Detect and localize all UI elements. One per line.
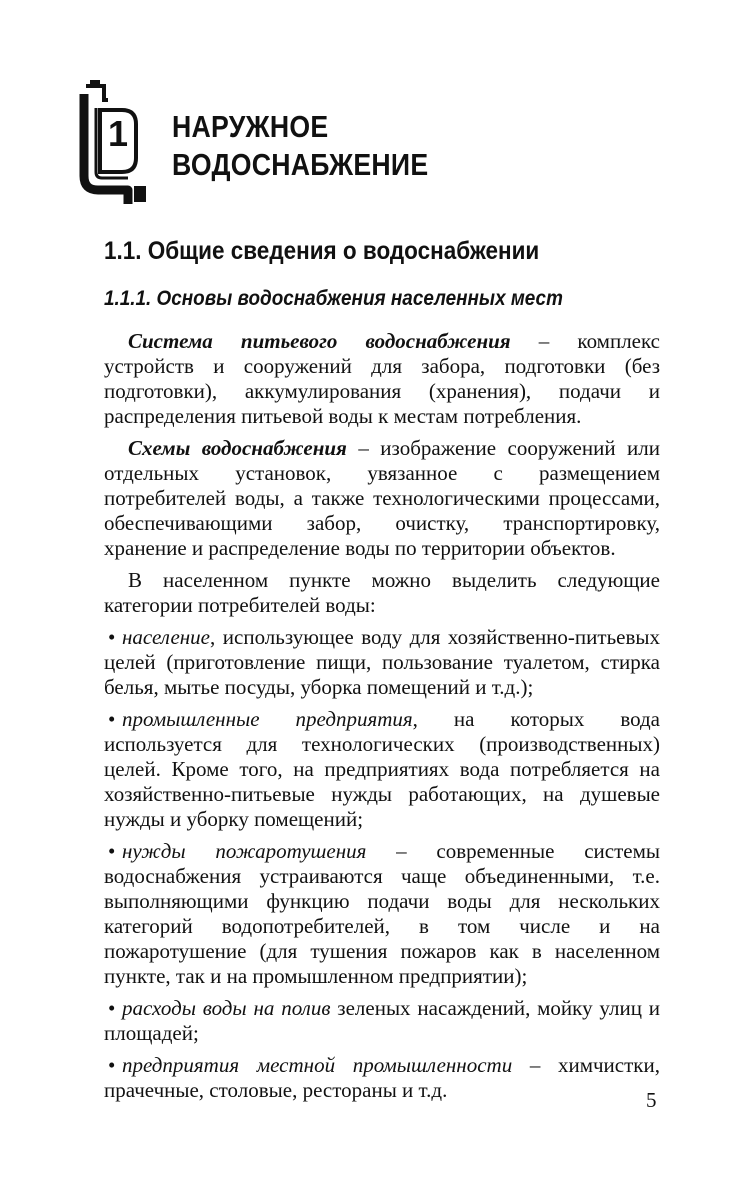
bullet-icon: • bbox=[108, 1053, 116, 1077]
list-item-text: , на которых вода используется для технологических (производственных) целей. Кроме того, на предприятиях вода потребляется на хозяйственно-питьевые нужды работающих, на душевые нужды и уборку помещений; bbox=[104, 707, 660, 831]
list-item-text: , использующее воду для хозяйственно-питьевых целей (приготовление пищи, пользование туалетом, стирка белья, мытье посуды, уборка помещений и т.д.); bbox=[104, 625, 660, 699]
term: Схемы водоснабжения bbox=[128, 436, 347, 460]
list-item-text: – современные системы водоснабжения устраиваются чаще объединенными, т.е. выполняющими функцию подачи воды для нескольких категорий водопотребителей, в том числе и на пожаротушение (для тушения пожаров как в населенном пункте, так и на промышленном предприятии); bbox=[104, 839, 660, 988]
list-item bbox=[104, 707, 660, 832]
bullet-icon: • bbox=[108, 996, 116, 1020]
term: Система питьевого водоснабжения bbox=[128, 329, 511, 353]
paragraph-text: В населенном пункте можно выделить следующие категории потребителей воды: bbox=[104, 568, 660, 617]
chapter-title-line1: НАРУЖНОЕ bbox=[172, 109, 329, 144]
body-text bbox=[104, 329, 660, 1110]
bullet-icon: • bbox=[108, 839, 116, 863]
list-item-text: зеленых насаждений, мойку улиц и площадей; bbox=[104, 996, 660, 1045]
list-item-term: расходы воды на полив bbox=[122, 996, 331, 1020]
bullet-icon: • bbox=[108, 625, 116, 649]
list-item-text: – химчистки, прачечные, столовые, рестораны и т.д. bbox=[104, 1053, 660, 1102]
paragraph bbox=[104, 329, 660, 429]
chapter-title bbox=[172, 108, 428, 184]
list-item bbox=[104, 996, 660, 1046]
paragraph-text: – изображение сооружений или отдельных установок, увязанное с размещением потребителей воды, а также технологическими процессами, обеспечивающими забор, очистку, транспортировку, хранение и распределение воды по территории объектов. bbox=[104, 436, 660, 560]
subsection-heading: 1.1.1. Основы водоснабжения населенных мест bbox=[104, 287, 563, 310]
chapter-title-line2: ВОДОСНАБЖЕНИЕ bbox=[172, 147, 429, 182]
list-item-term: промышленные предприятия bbox=[122, 707, 413, 731]
paragraph-text: – комплекс устройств и сооружений для забора, подготовки (без подготовки), аккумулирования (хранения), подачи и распределения питьевой воды к местам потребления. bbox=[104, 329, 660, 428]
paragraph bbox=[104, 568, 660, 618]
list-item-term: население bbox=[122, 625, 210, 649]
section-heading: 1.1. Общие сведения о водоснабжении bbox=[104, 237, 540, 265]
chapter-number: 1 bbox=[107, 113, 129, 154]
paragraph bbox=[104, 436, 660, 561]
page-number: 5 bbox=[646, 1088, 657, 1112]
list-item-term: нужды пожаротушения bbox=[122, 839, 367, 863]
list-item bbox=[104, 839, 660, 989]
list-item bbox=[104, 625, 660, 700]
list-item-term: предприятия местной промышленности bbox=[122, 1053, 513, 1077]
list-item bbox=[104, 1053, 660, 1103]
bullet-icon: • bbox=[108, 707, 116, 731]
